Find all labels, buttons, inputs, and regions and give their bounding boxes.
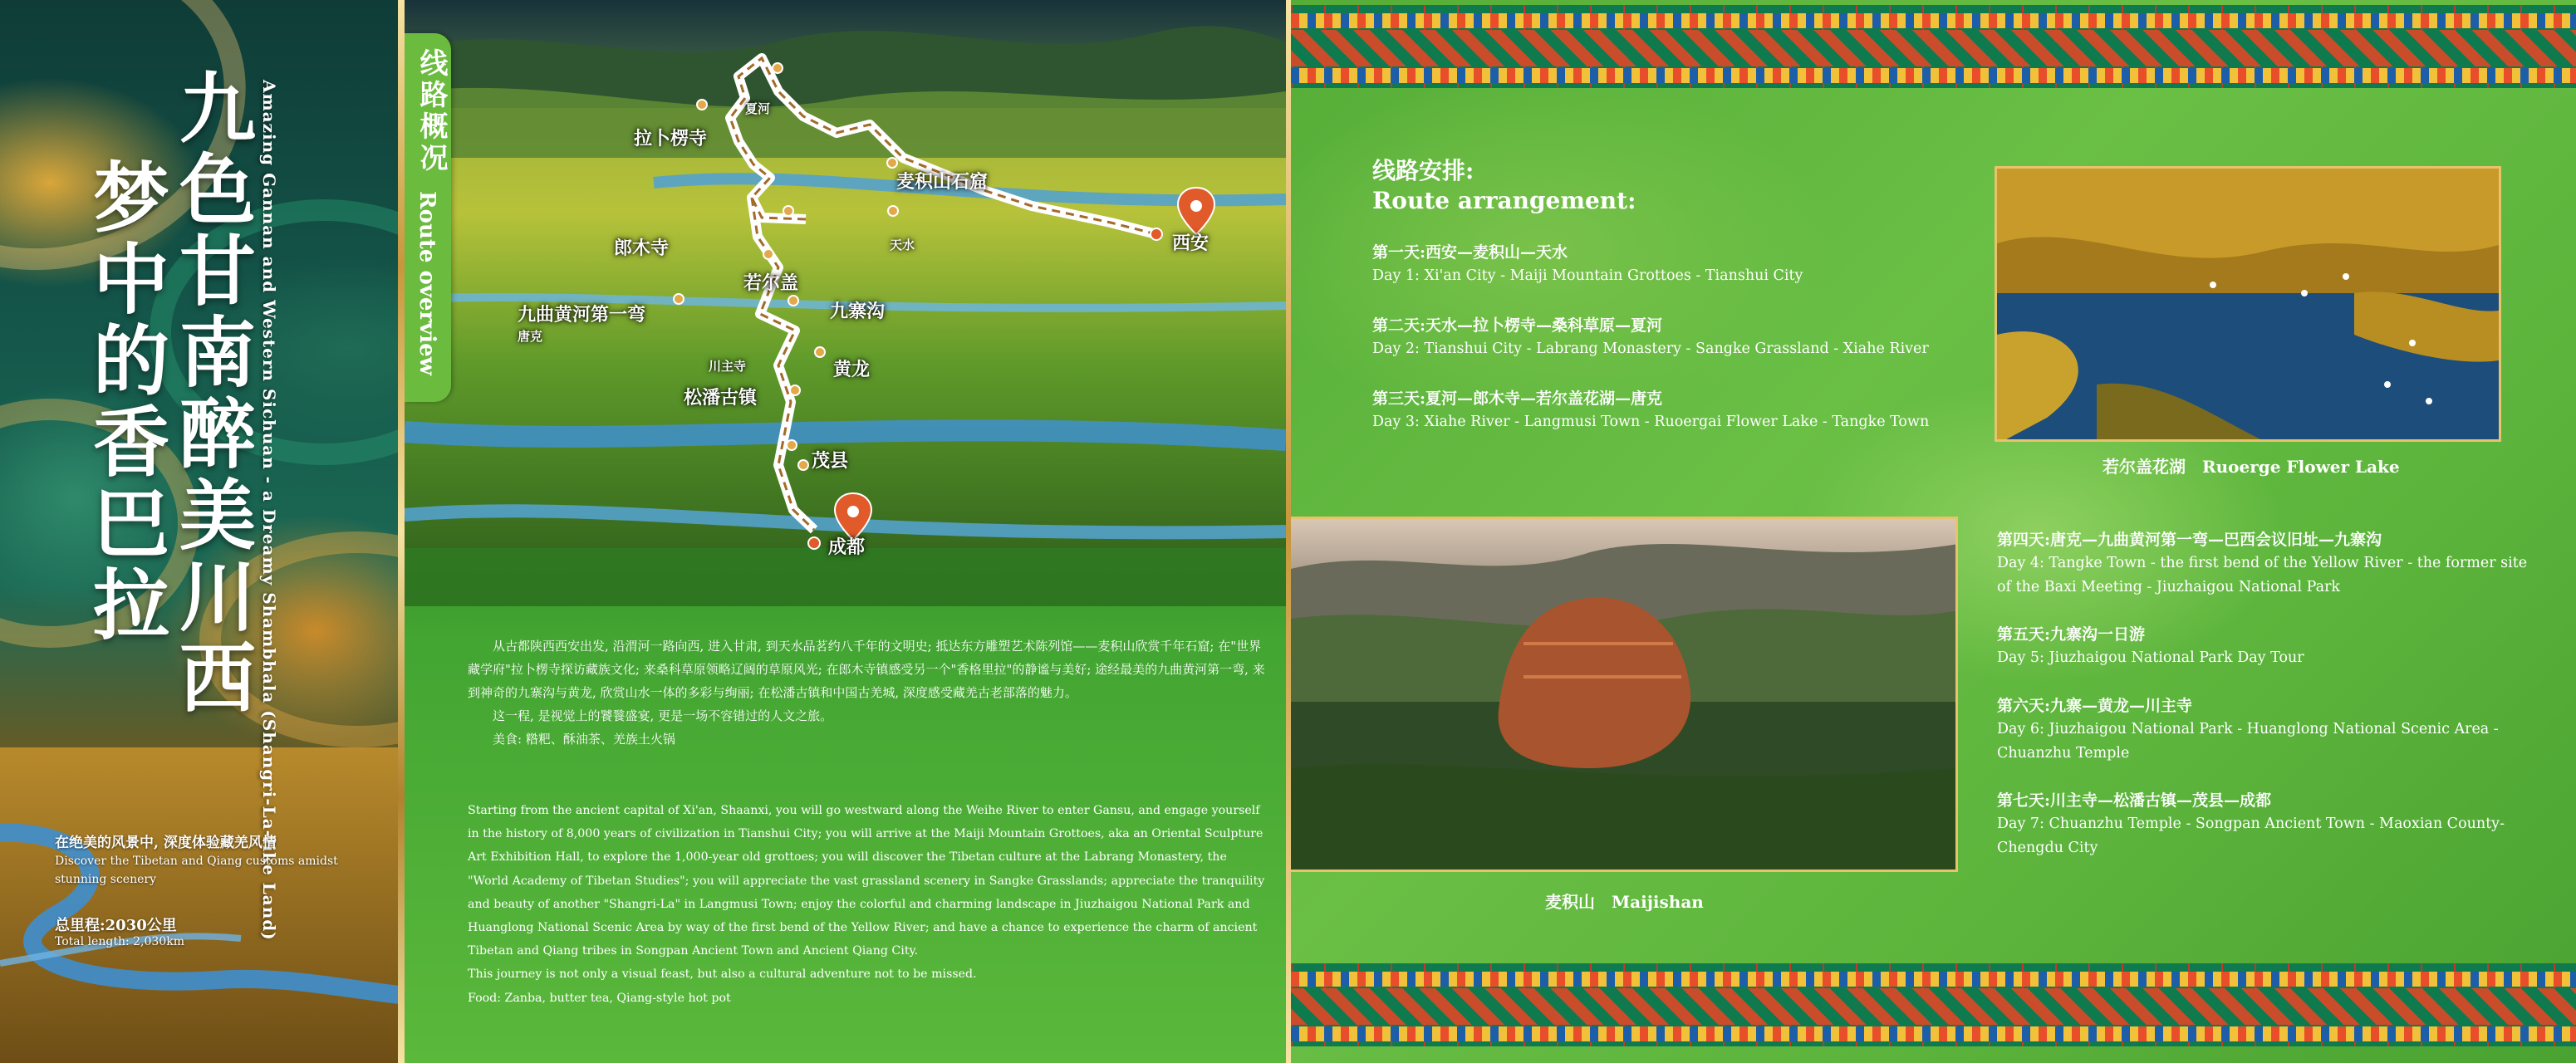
map-label-songpan: 松潘古镇 (684, 387, 758, 409)
map-label-jiuqu: 九曲黄河第一弯 (518, 304, 646, 326)
map-label-xiahe: 夏河 (745, 101, 771, 116)
photo-ruoergai-lake (1995, 166, 2501, 442)
tibetan-pattern-band-bottom (1291, 963, 2576, 1046)
day-title: 第六天:九寨—黄龙—川主寺 (1997, 697, 2193, 715)
map-label-huanglong: 黄龙 (833, 359, 871, 380)
route-overview-panel (405, 0, 1291, 1063)
map-label-xian: 西安 (1172, 233, 1209, 254)
day-title: 第四天:唐克—九曲黄河第一弯—巴西会议旧址—九寨沟 (1997, 531, 2382, 549)
map-label-maoxian: 茂县 (812, 450, 849, 472)
tagline-zh: 在绝美的风景中, 深度体验藏羌风情 (55, 835, 277, 851)
overview-paragraph: Starting from the ancient capital of Xi'an, Shaanxi, you will go westward along the Weihe River to enter Gansu, and engage yourself in the history of 8,000 years of civilization in Tianshui City; you will arrive at the Maiji Mountain Grottoes, aka an Oriental Sculpture Art Exhibition Hall, to explore the 1,000-year old grottoes; you will discover the Tibetan culture at the Labrang Monastery, the "World Academy of Tibetan Studies"; you will appreciate the vast grassland scenery in Sangke Grasslands; appreciate the tranquility and beauty of another "Shangri-La" in Langmusi Town; enjoy the colorful and charming landscape in Jiuzhaigou National Park and Huanglong National Scenic Area by way of the first bend of the Yellow River; and have a chance to experience the charm of ancient Tibetan and Qiang tribes in Songpan Ancient Town and Ancient Qiang City. (468, 804, 1265, 958)
photo-caption-maiji: 麦积山 Maijishan (1545, 892, 1704, 912)
total-length-en: Total length: 2,030km (55, 935, 184, 948)
photo-maijishan (1291, 517, 1958, 872)
total-length-zh: 总里程:2030公里 (55, 917, 177, 934)
day-title: 第五天:九寨沟一日游 (1997, 625, 2146, 644)
overview-text-zh (468, 634, 1265, 751)
map-label-jiuzhai: 九寨沟 (830, 301, 886, 322)
day-title: 第七天:川主寺—松潘古镇—茂县—成都 (1997, 791, 2272, 810)
day-detail: Day 6: Jiuzhaigou National Park - Huanglong National Scenic Area - Chuanzhu Temple (1997, 721, 2499, 762)
overview-paragraph: 从古都陕西西安出发, 沿渭河一路向西, 进入甘肃, 到天水品茗约八千年的文明史; 抵达东方雕塑艺术陈列馆——麦积山欣赏千年石窟; 在"世界藏学府"拉卜楞寺探访藏族文化; 来桑科草原领略辽阔的草原风光; 在郎木寺镇感受另一个"香格里拉"的静谧与美好; 途经最美的九曲黄河第一弯, 来到神奇的九寨沟与黄龙, 欣赏山水一体的多彩与绚丽; 在松潘古镇和中国古羌城, 深度感受藏羌古老部落的魅力。 (468, 639, 1265, 700)
itinerary-heading-en: Route arrangement: (1372, 187, 1636, 214)
day-4 (1997, 528, 2529, 600)
day-1 (1372, 241, 1970, 288)
overview-paragraph: This journey is not only a visual feast, but also a cultural adventure not to be missed. (468, 967, 977, 982)
cover-panel (0, 0, 405, 1063)
day-7 (1997, 789, 2529, 860)
map-label-chengdu: 成都 (828, 536, 866, 558)
itinerary-panel (1291, 0, 2576, 1063)
day-detail: Day 1: Xi'an City - Maiji Mountain Grottoes - Tianshui City (1372, 267, 1803, 284)
day-title: 第一天:西安—麦积山—天水 (1372, 243, 1568, 262)
route-map-photo (405, 0, 1286, 606)
overview-food: 美食: 糌粑、酥油茶、羌族土火锅 (493, 732, 675, 747)
day-title: 第三天:夏河—郎木寺—若尔盖花湖—唐克 (1372, 389, 1663, 408)
overview-text-en (468, 799, 1265, 1010)
day-detail: Day 5: Jiuzhaigou National Park Day Tour (1997, 649, 2304, 666)
map-label-labrang: 拉卜楞寺 (634, 128, 708, 149)
cover-title-line2: 梦中的香巴拉 (81, 158, 170, 646)
photo-caption-lake: 若尔盖花湖 Ruoerge Flower Lake (2103, 457, 2400, 477)
map-label-tianshui: 天水 (890, 238, 915, 252)
day-2 (1372, 314, 1970, 361)
day-detail: Day 4: Tangke Town - the first bend of the Yellow River - the former site of the Baxi Meeting - Jiuzhaigou National Park (1997, 555, 2528, 595)
map-label-tangke: 唐克 (518, 329, 543, 344)
map-label-maiji: 麦积山石窟 (896, 171, 989, 193)
cover-title-line1: 九色甘南醉美川西 (167, 68, 257, 719)
overview-food: Food: Zanba, butter tea, Qiang-style hot pot (468, 991, 731, 1005)
tagline-en: Discover the Tibetan and Qiang customs amidst stunning scenery (55, 855, 338, 886)
river-landscape (0, 714, 405, 1063)
overview-paragraph: 这一程, 是视觉上的饕餮盛宴, 更是一场不容错过的人文之旅。 (493, 708, 833, 723)
day-3 (1372, 387, 1970, 434)
map-label-langmusi: 郎木寺 (614, 238, 670, 259)
gold-edge (398, 0, 405, 1063)
day-5 (1997, 623, 2529, 670)
tibetan-pattern-band-top (1291, 5, 2576, 88)
day-detail: Day 2: Tianshui City - Labrang Monastery - Sangke Grassland - Xiahe River (1372, 340, 1929, 357)
map-label-ruoergai: 若尔盖 (743, 272, 799, 294)
day-detail: Day 7: Chuanzhu Temple - Songpan Ancient Town - Maoxian County- Chengdu City (1997, 816, 2505, 856)
day-title: 第二天:天水—拉卜楞寺—桑科草原—夏河 (1372, 316, 1663, 335)
day-6 (1997, 694, 2529, 766)
itinerary-heading-zh: 线路安排: (1372, 157, 1474, 184)
cover-title-en: Amazing Gannan and Western Sichuan - a Dreamy Shambhala (Shangri-La-like Land) (259, 80, 279, 941)
route-overview-tab (405, 33, 451, 402)
tab-title-en: Route overview (415, 191, 439, 376)
tab-title-zh: 线路概况 (415, 48, 448, 174)
itinerary-heading (1372, 156, 1636, 216)
day-detail: Day 3: Xiahe River - Langmusi Town - Ruoergai Flower Lake - Tangke Town (1372, 414, 1930, 430)
map-label-chuanzhu: 川主寺 (709, 359, 747, 374)
